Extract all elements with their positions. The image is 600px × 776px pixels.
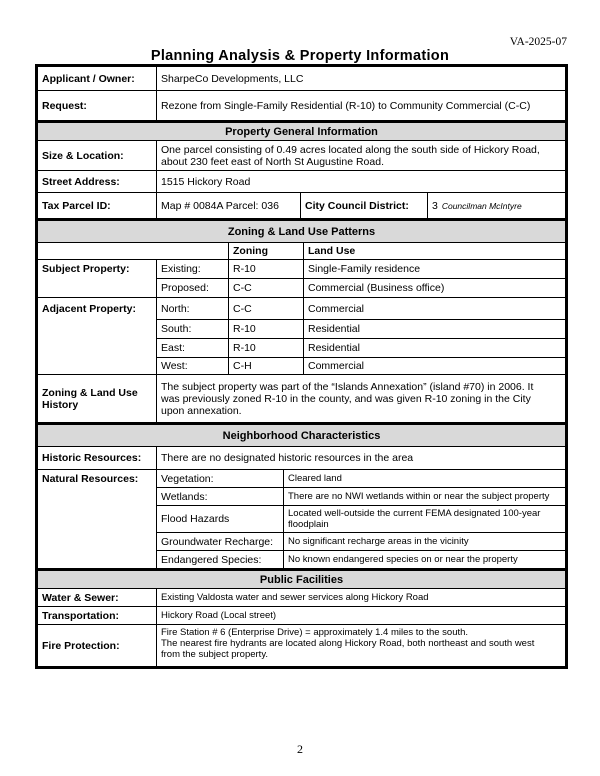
land-use-column-header: Land Use [304,243,566,260]
zoning-history-line-1: The subject property was part of the “Islands Annexation” (island #70) in 2006. It [161,380,534,393]
document-id: VA-2025-07 [509,36,567,48]
tax-parcel-value: Map # 0084A Parcel: 036 [157,193,301,219]
fire-protection-line-3: from the subject property. [161,649,269,660]
request-value: Rezone from Single-Family Residential (R-10) to Community Commercial (C-C) [157,91,566,121]
adjacent-row-label: South: [157,320,229,339]
applicant-section [36,65,567,122]
adjacent-row-label: East: [157,339,229,358]
page-title: Planning Analysis & Property Information [150,48,450,64]
property-info-form [35,64,568,669]
zoning-history-label [38,375,157,423]
neighborhood-section [36,424,567,570]
property-general-section [36,122,567,220]
adjacent-row-land-use: Commercial [304,298,566,320]
subject-row-land-use: Single-Family residence [304,260,566,279]
council-member-name: Councilman McIntyre [441,200,522,211]
natural-row-label: Vegetation: [157,470,284,488]
council-district-label: City Council District: [301,193,428,219]
natural-row-value: There are no NWI wetlands within or near the subject property [284,488,566,506]
size-location-value [157,141,566,171]
subject-row-zoning: C-C [229,279,304,298]
natural-row-value: No known endangered species on or near the property [284,551,566,569]
council-district-number: 3 [432,199,438,212]
size-location-line-1: One parcel consisting of 0.49 acres located along the south side of Hickory Road, [161,143,540,156]
zoning-column-header: Zoning [229,243,304,260]
fire-protection-label: Fire Protection: [38,625,157,667]
zoning-history-line-2: was previously zoned R-10 in the county, and was given R-10 zoning in the City [161,392,531,405]
subject-row-zoning: R-10 [229,260,304,279]
subject-property-label: Subject Property: [38,260,157,298]
applicant-label: Applicant / Owner: [38,67,157,91]
applicant-value: SharpeCo Developments, LLC [157,67,566,91]
tax-parcel-label: Tax Parcel ID: [38,193,157,219]
subject-row-land-use: Commercial (Business office) [304,279,566,298]
property-general-header: Property General Information [38,123,566,141]
natural-row-label: Groundwater Recharge: [157,533,284,551]
zoning-history-line-3: upon annexation. [161,404,242,417]
adjacent-row-land-use: Residential [304,320,566,339]
adjacent-row-zoning: R-10 [229,339,304,358]
public-facilities-header: Public Facilities [38,571,566,589]
adjacent-row-land-use: Residential [304,339,566,358]
zoning-history-label-line-1: Zoning & Land Use [42,386,138,399]
fire-protection-value [157,625,566,667]
natural-row-label: Endangered Species: [157,551,284,569]
street-address-label: Street Address: [38,171,157,193]
adjacent-row-zoning: R-10 [229,320,304,339]
size-location-label: Size & Location: [38,141,157,171]
water-sewer-value: Existing Valdosta water and sewer services along Hickory Road [157,589,566,607]
fire-protection-line-1: Fire Station # 6 (Enterprise Drive) = approximately 1.4 miles to the south. [161,627,469,638]
adjacent-row-land-use: Commercial [304,358,566,375]
zoning-history-label-line-2: History [42,398,79,411]
street-address-value: 1515 Hickory Road [157,171,566,193]
zoning-header-blank-2 [157,243,229,260]
natural-row-label: Wetlands: [157,488,284,506]
zoning-header: Zoning & Land Use Patterns [38,221,566,243]
request-label: Request: [38,91,157,121]
natural-row-value: No significant recharge areas in the vicinity [284,533,566,551]
transportation-value: Hickory Road (Local street) [157,607,566,625]
zoning-section [36,220,567,424]
historic-resources-label: Historic Resources: [38,447,157,470]
water-sewer-label: Water & Sewer: [38,589,157,607]
page-number: 2 [297,742,303,756]
neighborhood-header: Neighborhood Characteristics [38,425,566,447]
natural-row-value: Located well-outside the current FEMA designated 100-year floodplain [284,506,566,533]
fire-protection-line-2: The nearest fire hydrants are located along Hickory Road, both northeast and south west [161,638,535,649]
natural-resources-label: Natural Resources: [38,470,157,569]
size-location-line-2: about 230 feet east of North St Augustine Road. [161,155,384,168]
historic-resources-value: There are no designated historic resources in the area [157,447,566,470]
zoning-header-blank [38,243,157,260]
adjacent-property-label: Adjacent Property: [38,298,157,375]
natural-row-label: Flood Hazards [157,506,284,533]
natural-row-value: Cleared land [284,470,566,488]
adjacent-row-label: West: [157,358,229,375]
adjacent-row-label: North: [157,298,229,320]
adjacent-row-zoning: C-H [229,358,304,375]
public-facilities-section [36,570,567,668]
council-district-value [428,193,566,219]
subject-row-label: Existing: [157,260,229,279]
subject-row-label: Proposed: [157,279,229,298]
adjacent-row-zoning: C-C [229,298,304,320]
transportation-label: Transportation: [38,607,157,625]
zoning-history-text [157,375,566,423]
